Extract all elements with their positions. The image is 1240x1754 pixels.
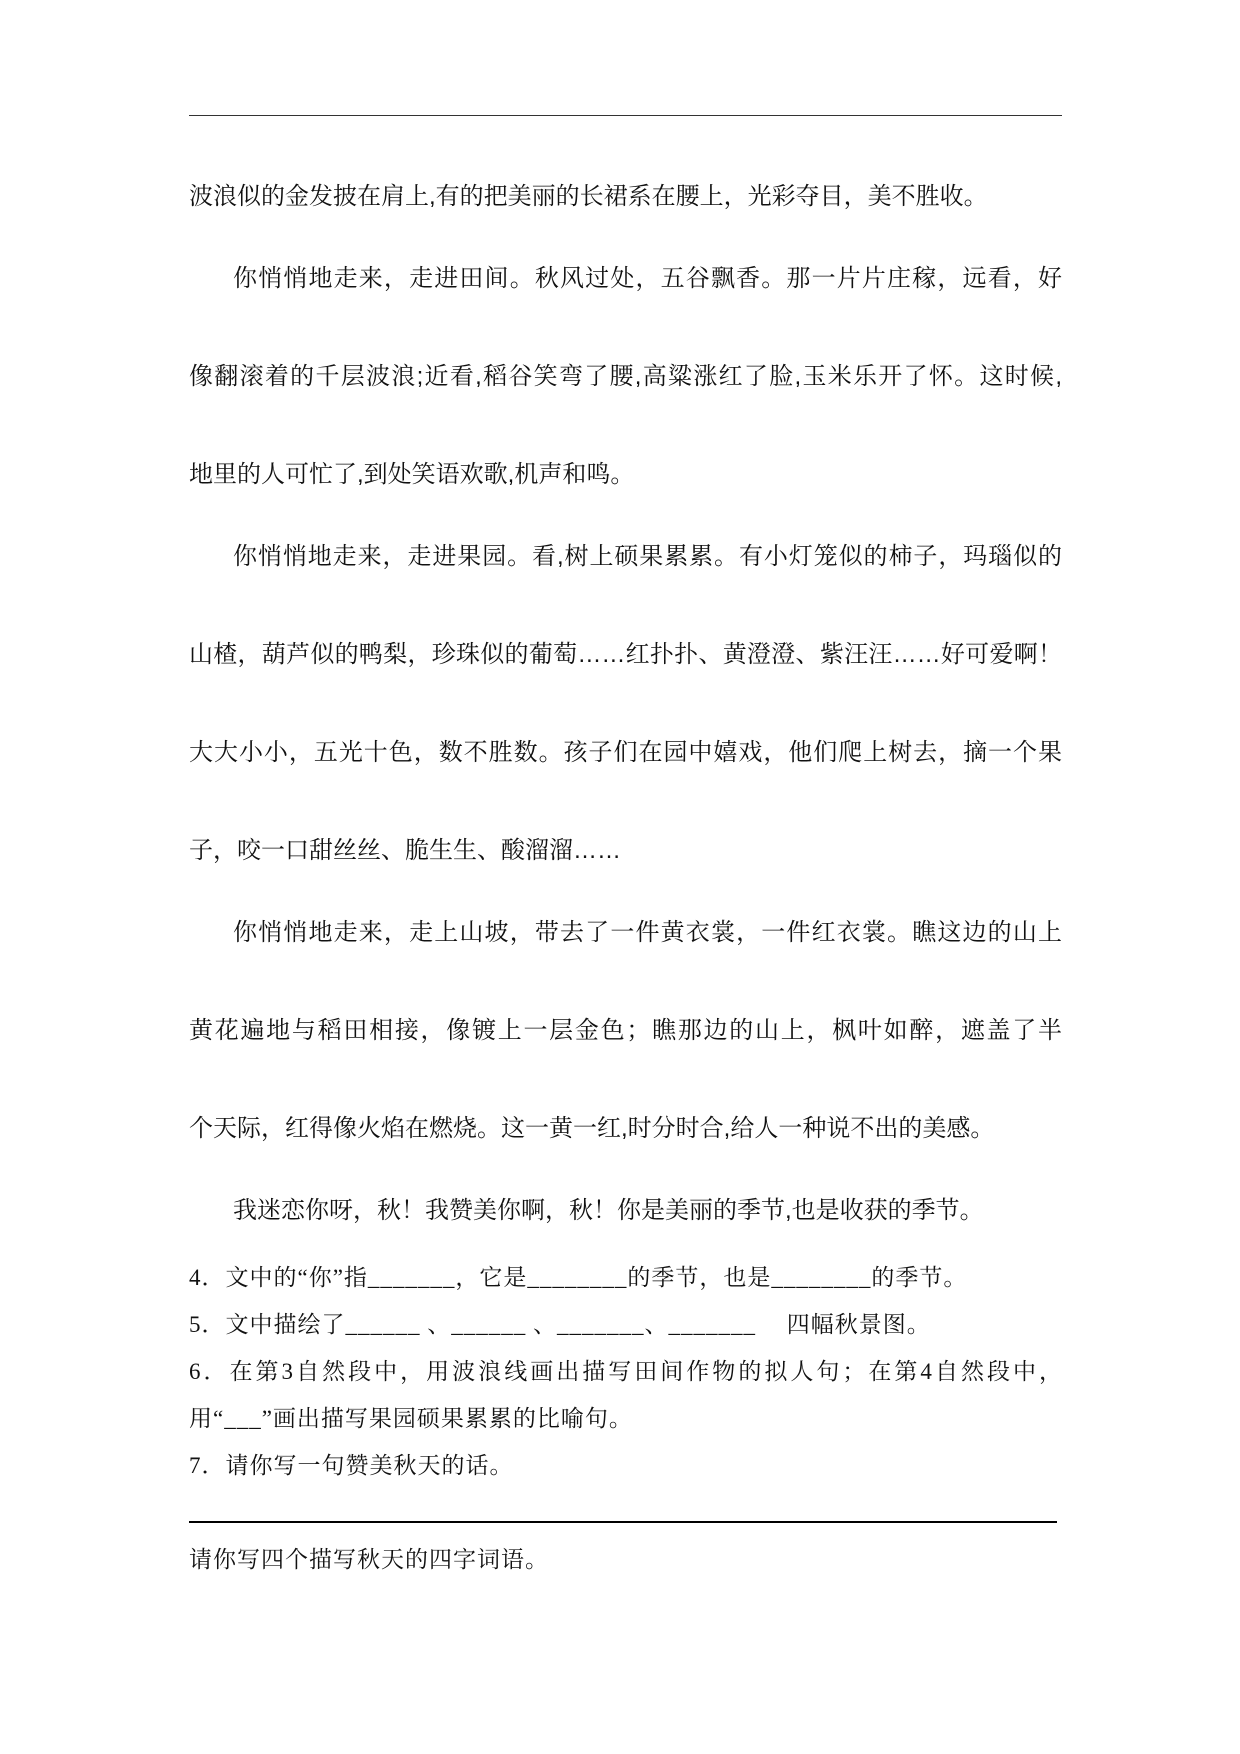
passage-line: 波浪似的金发披在肩上,有的把美丽的长裙系在腰上，光彩夺目，美不胜收。 bbox=[189, 183, 988, 210]
paragraph bbox=[189, 1162, 1062, 1260]
final-prompt: 请你写四个描写秋天的四字词语。 bbox=[189, 1547, 549, 1572]
paragraph bbox=[189, 230, 1062, 524]
passage-line: 地里的人可忙了,到处笑语欢歌,机声和鸣。 bbox=[189, 461, 635, 488]
passage-line: 你悄悄地走来，走上山坡，带去了一件黄衣裳，一件红衣裳。瞧这边的山上 bbox=[233, 919, 1062, 946]
answer-line bbox=[189, 1521, 1057, 1523]
paragraph bbox=[189, 884, 1062, 1178]
passage-line: 像翻滚着的千层波浪;近看,稻谷笑弯了腰,高粱涨红了脸,玉米乐开了怀。这时候, bbox=[189, 363, 1062, 390]
passage-line: 我迷恋你呀，秋！我赞美你啊，秋！你是美丽的季节,也是收获的季节。 bbox=[233, 1197, 984, 1224]
question-7: 7．请你写一句赞美秋天的话。 bbox=[189, 1453, 514, 1478]
passage-line: 你悄悄地走来，走进果园。看,树上硕果累累。有小灯笼似的柿子，玛瑙似的 bbox=[233, 543, 1062, 570]
passage-line: 你悄悄地走来，走进田间。秋风过处，五谷飘香。那一片片庄稼，远看，好 bbox=[233, 265, 1062, 292]
passage-line: 黄花遍地与稻田相接，像镀上一层金色；瞧那边的山上，枫叶如醉，遮盖了半 bbox=[189, 1017, 1062, 1044]
question-5: 5．文中描绘了______ 、______ 、_______、_______ 四幅秋景图。 bbox=[189, 1312, 931, 1337]
paragraph bbox=[189, 508, 1062, 900]
reading-passage bbox=[189, 148, 1062, 1260]
question-6-line-2: 用“___”画出描写果园硕果累累的比喻句。 bbox=[189, 1406, 633, 1431]
passage-line: 大大小小，五光十色，数不胜数。孩子们在园中嬉戏，他们爬上树去，摘一个果 bbox=[189, 739, 1062, 766]
header-rule bbox=[189, 115, 1062, 116]
question-list bbox=[189, 1254, 1062, 1489]
passage-line: 个天际，红得像火焰在燃烧。这一黄一红,时分时合,给人一种说不出的美感。 bbox=[189, 1115, 995, 1142]
passage-line: 山楂，葫芦似的鸭梨，珍珠似的葡萄……红扑扑、黄澄澄、紫汪汪……好可爱啊！ bbox=[189, 641, 1062, 668]
passage-line: 子，咬一口甜丝丝、脆生生、酸溜溜…… bbox=[189, 837, 621, 864]
question-6-line-1: 6．在第3自然段中，用波浪线画出描写田间作物的拟人句；在第4自然段中， bbox=[189, 1359, 1062, 1384]
question-4: 4．文中的“你”指_______，它是________的季节，也是________的季节。 bbox=[189, 1265, 968, 1290]
